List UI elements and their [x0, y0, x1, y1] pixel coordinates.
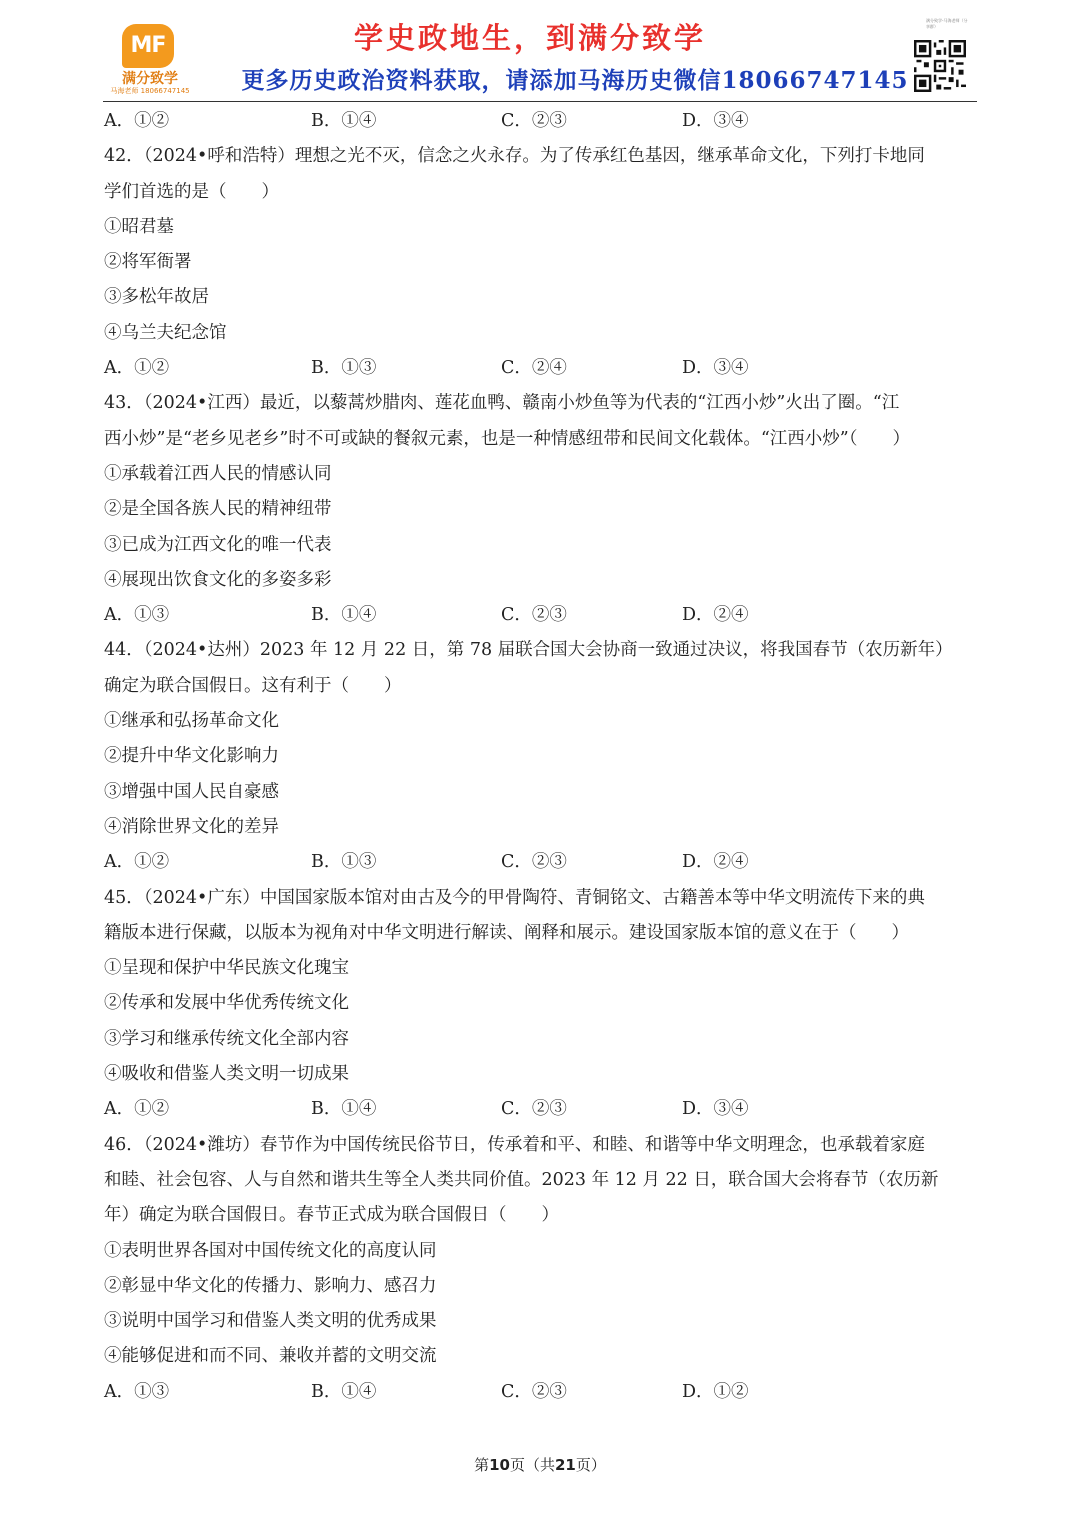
question-46: [104, 1128, 978, 1410]
header-divider: [103, 101, 977, 102]
question-option: ②传承和发展中华优秀传统文化: [104, 993, 349, 1014]
q42-choice-c[interactable]: C．②④: [501, 358, 567, 379]
q43-choice-d[interactable]: D．②④: [682, 605, 749, 626]
question-option: ②提升中华文化影响力: [104, 746, 279, 767]
q46-choice-b[interactable]: B．①④: [311, 1381, 377, 1402]
question-stem-line: 确定为联合国假日。这有利于（ ）: [104, 675, 402, 696]
q45-choice-d[interactable]: D．③④: [682, 1099, 749, 1120]
question-option: ④吸收和借鉴人类文明一切成果: [104, 1064, 349, 1085]
q46-choice-d[interactable]: D．①②: [682, 1381, 749, 1402]
header-contact: 更多历史政治资料获取，请添加马海历史微信18066747145: [241, 67, 909, 94]
q45-choice-a[interactable]: A．①②: [104, 1099, 170, 1120]
brand-logo: [110, 18, 190, 98]
q45-choices: [104, 1092, 978, 1127]
logo-badge: MF: [122, 24, 174, 68]
question-option: ③增强中国人民自豪感: [104, 781, 279, 802]
qr-code-icon: [914, 40, 966, 92]
question-stem-line: 年）确定为联合国假日。春节正式成为联合国假日（ ）: [104, 1205, 559, 1226]
q46-choice-a[interactable]: A．①③: [104, 1381, 170, 1402]
question-option: ④乌兰夫纪念馆: [104, 322, 227, 343]
q44-choices: [104, 845, 978, 880]
question-stem-line: 42．（2024•呼和浩特）理想之光不灭，信念之火永存。为了传承红色基因，继承革命文化，下列打卡地同: [104, 146, 925, 167]
header-slogan: 学史政地生，到满分致学: [353, 21, 706, 55]
question-option: ①承载着江西人民的情感认同: [104, 463, 332, 484]
question-stem-line: 西小炒”是“老乡见老乡”时不可或缺的餐叙元素，也是一种情感纽带和民间文化载体。“江西小炒”（ ）: [104, 428, 910, 449]
q44-choice-d[interactable]: D．②④: [682, 852, 749, 873]
total-page-count: 21: [555, 1456, 576, 1474]
question-list: [104, 104, 978, 1410]
question-stem-line: 学们首选的是（ ）: [104, 181, 279, 202]
question-option: ①呈现和保护中华民族文化瑰宝: [104, 958, 349, 979]
q42-choices: [104, 351, 978, 386]
question-stem-line: 44．（2024•达州）2023 年 12 月 22 日，第 78 届联合国大会协商一致通过决议，将我国春节（农历新年）: [104, 640, 953, 661]
q41-choice-d[interactable]: D．③④: [682, 111, 749, 131]
question-option: ④展现出饮食文化的多姿多彩: [104, 569, 332, 590]
question-43: [104, 386, 978, 633]
q43-choices: [104, 598, 978, 633]
page-number-middle: 页（共: [509, 1456, 555, 1474]
qr-code-block: [912, 18, 970, 98]
question-stem-line: 籍版本进行保藏，以版本为视角对中华文明进行解读、阐释和展示。建设国家版本馆的意义在于（ ）: [104, 922, 909, 943]
page-number-suffix: 页）: [575, 1456, 606, 1474]
q41-choice-c[interactable]: C．②③: [501, 111, 567, 131]
q41-choice-a[interactable]: A．①②: [104, 111, 170, 131]
q46-choices: [104, 1375, 978, 1410]
q46-choice-c[interactable]: C．②③: [501, 1381, 567, 1402]
question-option: ④能够促进和而不同、兼收并蓄的文明交流: [104, 1346, 437, 1367]
question-stem-line: 43．（2024•江西）最近，以藜蒿炒腊肉、莲花血鸭、赣南小炒鱼等为代表的“江西小炒”火出了圈。“江: [104, 393, 900, 414]
question-option: ②将军衙署: [104, 252, 192, 273]
q43-choice-b[interactable]: B．①④: [311, 605, 377, 626]
question-option: ①昭君墓: [104, 216, 174, 237]
question-option: ③学习和继承传统文化全部内容: [104, 1028, 349, 1049]
q44-choice-b[interactable]: B．①③: [311, 852, 377, 873]
question-option: ②是全国各族人民的精神纽带: [104, 499, 332, 520]
q42-choice-a[interactable]: A．①②: [104, 358, 170, 379]
question-42: [104, 139, 978, 386]
question-option: ④消除世界文化的差异: [104, 816, 279, 837]
q42-choice-d[interactable]: D．③④: [682, 358, 749, 379]
q45-choice-c[interactable]: C．②③: [501, 1099, 567, 1120]
question-option: ①继承和弘扬革命文化: [104, 711, 279, 732]
q41-choice-b[interactable]: B．①④: [311, 111, 377, 131]
question-stem-line: 45．（2024•广东）中国国家版本馆对由古及今的甲骨陶符、青铜铭文、古籍善本等中华文明流传下来的典: [104, 887, 925, 908]
q44-choice-c[interactable]: C．②③: [501, 852, 567, 873]
q43-choice-a[interactable]: A．①③: [104, 605, 170, 626]
q44-choice-a[interactable]: A．①②: [104, 852, 170, 873]
current-page-number: 10: [489, 1456, 510, 1474]
question-stem-line: 46．（2024•潍坊）春节作为中国传统民俗节日，传承着和平、和睦、和谐等中华文明理念，也承载着家庭: [104, 1134, 925, 1155]
question-option: ①表明世界各国对中国传统文化的高度认同: [104, 1240, 437, 1261]
q43-choice-c[interactable]: C．②③: [501, 605, 567, 626]
question-option: ③说明中国学习和借鉴人类文明的优秀成果: [104, 1311, 437, 1332]
page-header: [0, 0, 1080, 104]
page-number-prefix: 第: [474, 1456, 490, 1474]
logo-name: 满分致学: [122, 71, 178, 87]
question-option: ③已成为江西文化的唯一代表: [104, 534, 332, 555]
question-stem-line: 和睦、社会包容、人与自然和谐共生等全人类共同价值。2023 年 12 月 22 日，联合国大会将春节（农历新: [104, 1169, 939, 1190]
logo-subtitle: 马海老师 18066747145: [110, 87, 190, 95]
question-option: ②彰显中华文化的传播力、影响力、感召力: [104, 1275, 437, 1296]
question-45: [104, 881, 978, 1128]
q42-choice-b[interactable]: B．①③: [311, 358, 377, 379]
q41-choices: [104, 104, 978, 139]
question-44: [104, 633, 978, 880]
q45-choice-b[interactable]: B．①④: [311, 1099, 377, 1120]
qr-label: 满分致学-马海老师（分享群）: [926, 18, 968, 29]
question-option: ③多松年故居: [104, 287, 209, 308]
page-footer: [0, 1454, 1080, 1475]
